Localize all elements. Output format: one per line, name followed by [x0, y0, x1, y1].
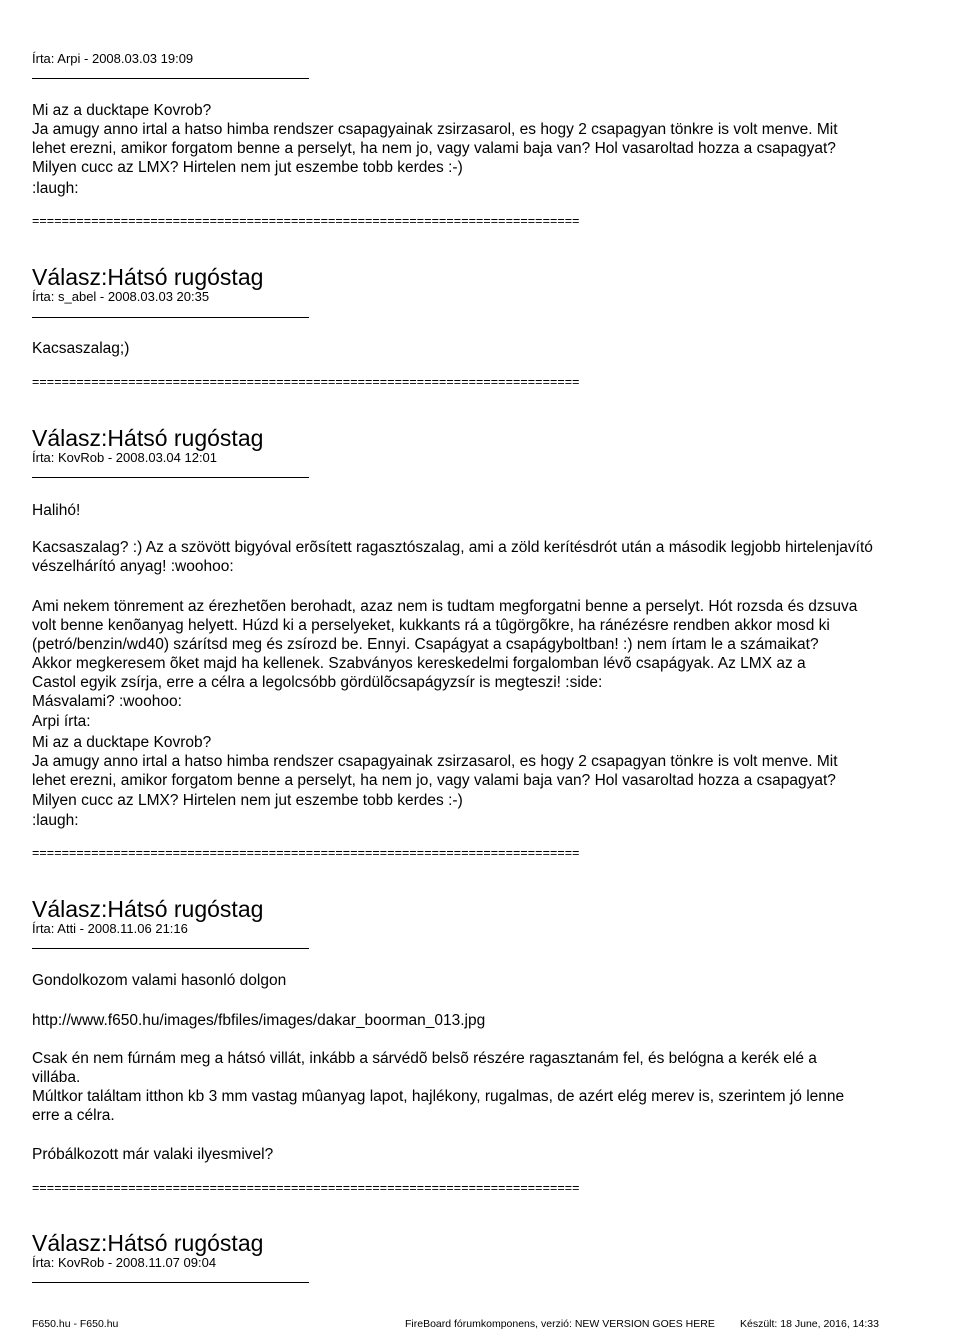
post-body-line: :laugh: [32, 180, 79, 197]
quote-line: Ja amugy anno irtal a hatso himba rendszer csapagyainak zsirzasarol, es hogy 2 csapagyan tönkre is volt menve. Mit [32, 753, 838, 770]
post-author-line: Írta: s_abel - 2008.03.03 20:35 [32, 289, 210, 304]
author-underline [32, 317, 309, 318]
post-author-line: Írta: Arpi - 2008.03.03 19:09 [32, 51, 194, 66]
post-body-line: villába. [32, 1069, 81, 1086]
post-separator: ========================================================================== [32, 846, 580, 860]
quote-line: Mi az a ducktape Kovrob? [32, 734, 212, 751]
post-body-line: Múltkor találtam itthon kb 3 mm vastag mûanyag lapot, hajlékony, rugalmas, de azért elég merev is, szerintem jó lenne [32, 1088, 845, 1105]
post-body-line: vészelhárító anyag! :woohoo: [32, 558, 234, 575]
post-body-line: Kacsaszalag;) [32, 340, 130, 357]
footer-generated: Készült: 18 June, 2016, 14:33 [740, 1318, 879, 1330]
post-body-line: Próbálkozott már valaki ilyesmivel? [32, 1146, 274, 1163]
post-body-line: Kacsaszalag? :) Az a szövött bigyóval erõsített ragasztószalag, ami a zöld kerítésdrót után a második legjobb hirtelenjavító [32, 539, 873, 556]
post-title: Válasz:Hátsó rugóstag [32, 425, 264, 451]
post-body-line: Castol egyik zsírja, erre a célra a legolcsóbb gördülõcsapágyzsír is megteszi! :side: [32, 674, 603, 691]
post-body-line: Akkor megkeresem õket majd ha kellenek. Szabványos kereskedelmi forgalomban lévõ csapágyak. Az LMX az a [32, 655, 806, 672]
post-author-line: Írta: KovRob - 2008.03.04 12:01 [32, 450, 218, 465]
author-underline [32, 1282, 309, 1283]
quote-line: Milyen cucc az LMX? Hirtelen nem jut eszembe tobb kerdes :-) [32, 792, 463, 809]
post-title: Válasz:Hátsó rugóstag [32, 1230, 264, 1256]
author-underline [32, 948, 309, 949]
post-body-line: Halihó! [32, 502, 81, 519]
footer-component: FireBoard fórumkomponens, verzió: NEW VERSION GOES HERE [405, 1318, 715, 1330]
footer-site: F650.hu - F650.hu [32, 1318, 119, 1330]
post-separator: ========================================================================== [32, 375, 580, 389]
author-underline [32, 78, 309, 79]
image-url-link[interactable]: http://www.f650.hu/images/fbfiles/images/dakar_boorman_013.jpg [32, 1012, 486, 1029]
post-body-line: Mi az a ducktape Kovrob? [32, 102, 212, 119]
quote-author: Arpi írta: [32, 713, 91, 730]
post-body-line: (petró/benzin/wd40) szárítsd meg és zsírozd be. Ennyi. Csapágyat a csapágyboltban! :) nem írtam le a számaikat? [32, 636, 819, 653]
post-body-line: Másvalami? :woohoo: [32, 693, 182, 710]
post-body-line: erre a célra. [32, 1107, 115, 1124]
post-separator: ========================================================================== [32, 1181, 580, 1195]
post-body-line: lehet erezni, amikor forgatom benne a perselyt, ha nem jo, vagy valami baja van? Hol vasaroltad hozza a csapagyat? [32, 140, 836, 157]
post-body-line: volt benne kenõanyag helyett. Húzd ki a perselyeket, kukkants rá a tûgörgõkre, ha ránézésre rendben akkor mosd ki [32, 617, 830, 634]
post-body-line: Ja amugy anno irtal a hatso himba rendszer csapagyainak zsirzasarol, es hogy 2 csapagyan tönkre is volt menve. Mit [32, 121, 838, 138]
post-body-line: Milyen cucc az LMX? Hirtelen nem jut eszembe tobb kerdes :-) [32, 159, 463, 176]
post-title: Válasz:Hátsó rugóstag [32, 264, 264, 290]
post-author-line: Írta: KovRob - 2008.11.07 09:04 [32, 1255, 217, 1270]
post-body-line: Csak én nem fúrnám meg a hátsó villát, inkább a sárvédõ belsõ részére ragasztanám fel, és belógna a kerék elé a [32, 1050, 817, 1067]
quote-line: :laugh: [32, 812, 79, 829]
post-body-line: Gondolkozom valami hasonló dolgon [32, 972, 287, 989]
post-separator: ========================================================================== [32, 214, 580, 228]
post-title: Válasz:Hátsó rugóstag [32, 896, 264, 922]
author-underline [32, 477, 309, 478]
quote-line: lehet erezni, amikor forgatom benne a perselyt, ha nem jo, vagy valami baja van? Hol vasaroltad hozza a csapagyat? [32, 772, 836, 789]
post-body-line: Ami nekem tönrement az érezhetõen berohadt, azaz nem is tudtam megforgatni benne a perselyt. Hót rozsda és dzsuva [32, 598, 858, 615]
post-author-line: Írta: Atti - 2008.11.06 21:16 [32, 921, 188, 936]
